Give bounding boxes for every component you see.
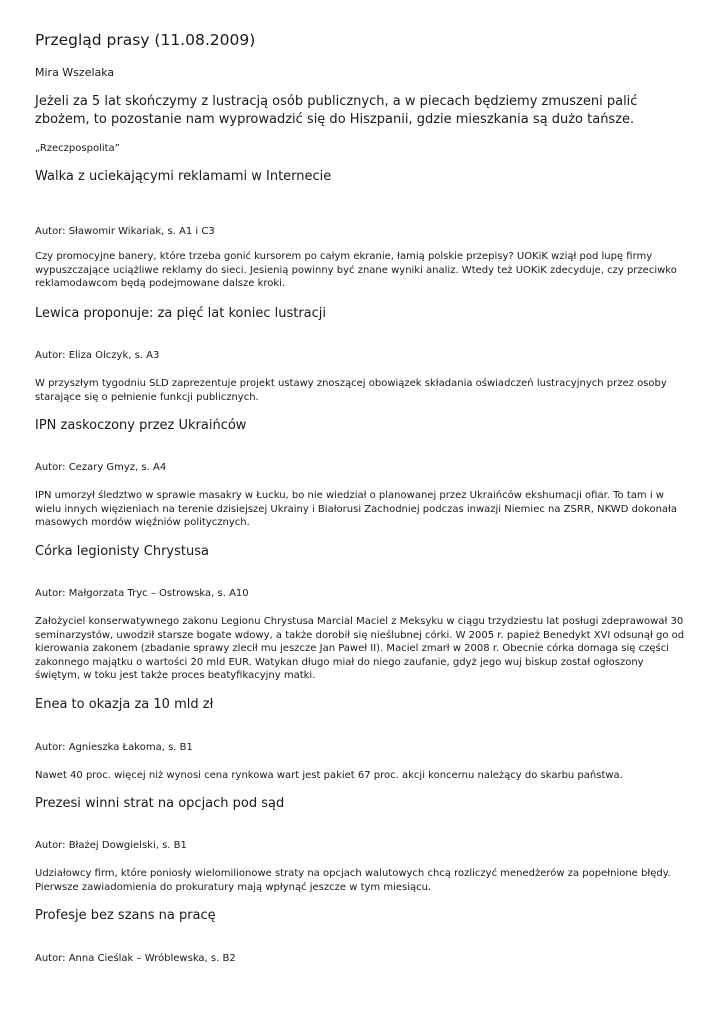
article-title: Córka legionisty Chrystusa: [35, 544, 209, 559]
article-author: Autor: Agnieszka Łakoma, s. B1: [35, 742, 193, 753]
article-body: W przyszłym tygodniu SLD zaprezentuje projekt ustawy znoszącej obowiązek składania oświadczeń lustracyjnych przez osoby starające się o pełnienie funkcji publicznych.: [35, 378, 667, 403]
article-author: Autor: Cezary Gmyz, s. A4: [35, 462, 167, 473]
article-author: Autor: Sławomir Wikariak, s. A1 i C3: [35, 226, 215, 237]
article-body: Czy promocyjne banery, które trzeba gonić kursorem po całym ekranie, łamią polskie przepisy? UOKiK wziął pod lupę firmy wypuszczające uciążliwe reklamy do sieci. Jesienią powinny być znane wyniki analiz. Wtedy też UOKiK zdecyduje, czy przeciwko reklamodawcom będą podejmowane dalsze kroki.: [35, 251, 677, 289]
article-author: Autor: Anna Cieślak – Wróblewska, s. B2: [35, 953, 236, 964]
article-author: Autor: Eliza Olczyk, s. A3: [35, 350, 160, 361]
article-author: Autor: Małgorzata Tryc – Ostrowska, s. A10: [35, 588, 249, 599]
article-title: Enea to okazja za 10 mld zł: [35, 697, 214, 712]
article-title: Prezesi winni strat na opcjach pod sąd: [35, 796, 285, 811]
page-title: Przegląd prasy (11.08.2009): [35, 31, 256, 49]
article-title: Lewica proponuje: za pięć lat koniec lustracji: [35, 306, 326, 321]
document-author: Mira Wszelaka: [35, 66, 115, 79]
article-author: Autor: Błażej Dowgielski, s. B1: [35, 840, 187, 851]
article-body: Udziałowcy firm, które poniosły wielomilionowe straty na opcjach walutowych chcą rozliczyć menedżerów za popełnione błędy. Pierwsze zawiadomienia do prokuratury mają wpłynąć jeszcze w tym miesiącu.: [35, 868, 671, 893]
source-name: „Rzeczpospolita”: [35, 143, 120, 154]
article-body: Założyciel konserwatywnego zakonu Legionu Chrystusa Marcial Maciel z Meksyku w ciągu trzydziestu lat posługi zdeprawował 30 seminarzystów, uwodził starsze bogate wdowy, a także dorobił się nieślubnej córki. W 2005 r. papież Benedykt XVI odsunął go od kierowania zakonem (zbadanie sprawy zlecił mu jeszcze Jan Paweł II). Maciel zmarł w 2008 r. Obecnie córka domaga się części zakonnego majątku o wartości 20 mld EUR. Watykan długo miał do niego zaufanie, gdyż jego wuj biskup został ogłoszony świętym, w toku jest także proces beatyfikacyjny matki.: [35, 616, 685, 681]
article-body: Nawet 40 proc. więcej niż wynosi cena rynkowa wart jest pakiet 67 proc. akcji koncernu należący do skarbu państwa.: [35, 770, 623, 781]
article-title: Profesje bez szans na pracę: [35, 908, 216, 923]
article-title: Walka z uciekającymi reklamami w Internecie: [35, 169, 332, 184]
article-body: IPN umorzył śledztwo w sprawie masakry w Łucku, bo nie wiedział o planowanej przez Ukraińców ekshumacji ofiar. To tam i w wielu innych więzieniach na terenie dzisiejszej Ukrainy i Białorusi Zachodniej podczas inwazji Niemiec na ZSRR, NKWD dokonała masowych mordów więźniów politycznych.: [35, 490, 678, 528]
lead-quote: Jeżeli za 5 lat skończymy z lustracją osób publicznych, a w piecach będziemy zmuszeni palić zbożem, to pozostanie nam wyprowadzić się do Hiszpanii, gdzie mieszkania są dużo tańsze.: [35, 94, 638, 127]
article-title: IPN zaskoczony przez Ukraińców: [35, 418, 247, 433]
